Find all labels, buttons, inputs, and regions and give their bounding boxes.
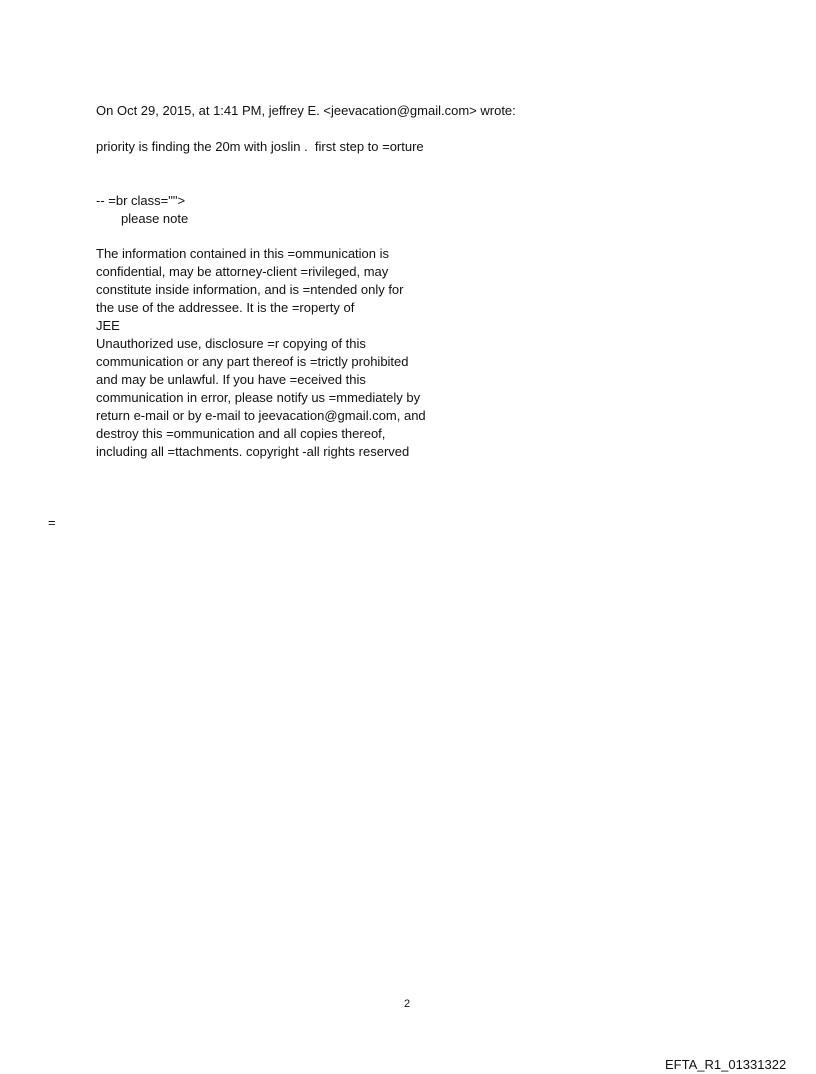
disclaimer-line: destroy this =ommunication and all copies thereof, (96, 426, 386, 441)
priority-message: priority is finding the 20m with joslin . first step to =orture (96, 139, 424, 154)
disclaimer-line: communication or any part thereof is =trictly prohibited (96, 354, 409, 369)
signature-marker: -- =br class=""> (96, 193, 186, 208)
disclaimer-line: and may be unlawful. If you have =eceived this (96, 372, 366, 387)
disclaimer-line: confidential, may be attorney-client =rivileged, may (96, 264, 389, 279)
please-note: please note (121, 211, 189, 226)
disclaimer-line: constitute inside information, and is =ntended only for (96, 282, 404, 297)
disclaimer-line: JEE (96, 318, 120, 333)
document-code: EFTA_R1_01331322 (665, 1057, 787, 1072)
disclaimer-line: Unauthorized use, disclosure =r copying of this (96, 336, 366, 351)
disclaimer-line: The information contained in this =ommunication is (96, 246, 390, 261)
disclaimer-line: including all =ttachments. copyright -all rights reserved (96, 444, 410, 459)
page-number: 2 (404, 998, 411, 1010)
email-header: On Oct 29, 2015, at 1:41 PM, jeffrey E. <jeevacation@gmail.com> wrote: (96, 103, 516, 118)
disclaimer-line: communication in error, please notify us =mmediately by (96, 390, 421, 405)
disclaimer-line: the use of the addressee. It is the =roperty of (96, 300, 355, 315)
disclaimer-line: return e-mail or by e-mail to jeevacation@gmail.com, and (96, 408, 426, 423)
confidentiality-disclaimer (96, 245, 456, 461)
trailing-equals: = (48, 515, 56, 530)
